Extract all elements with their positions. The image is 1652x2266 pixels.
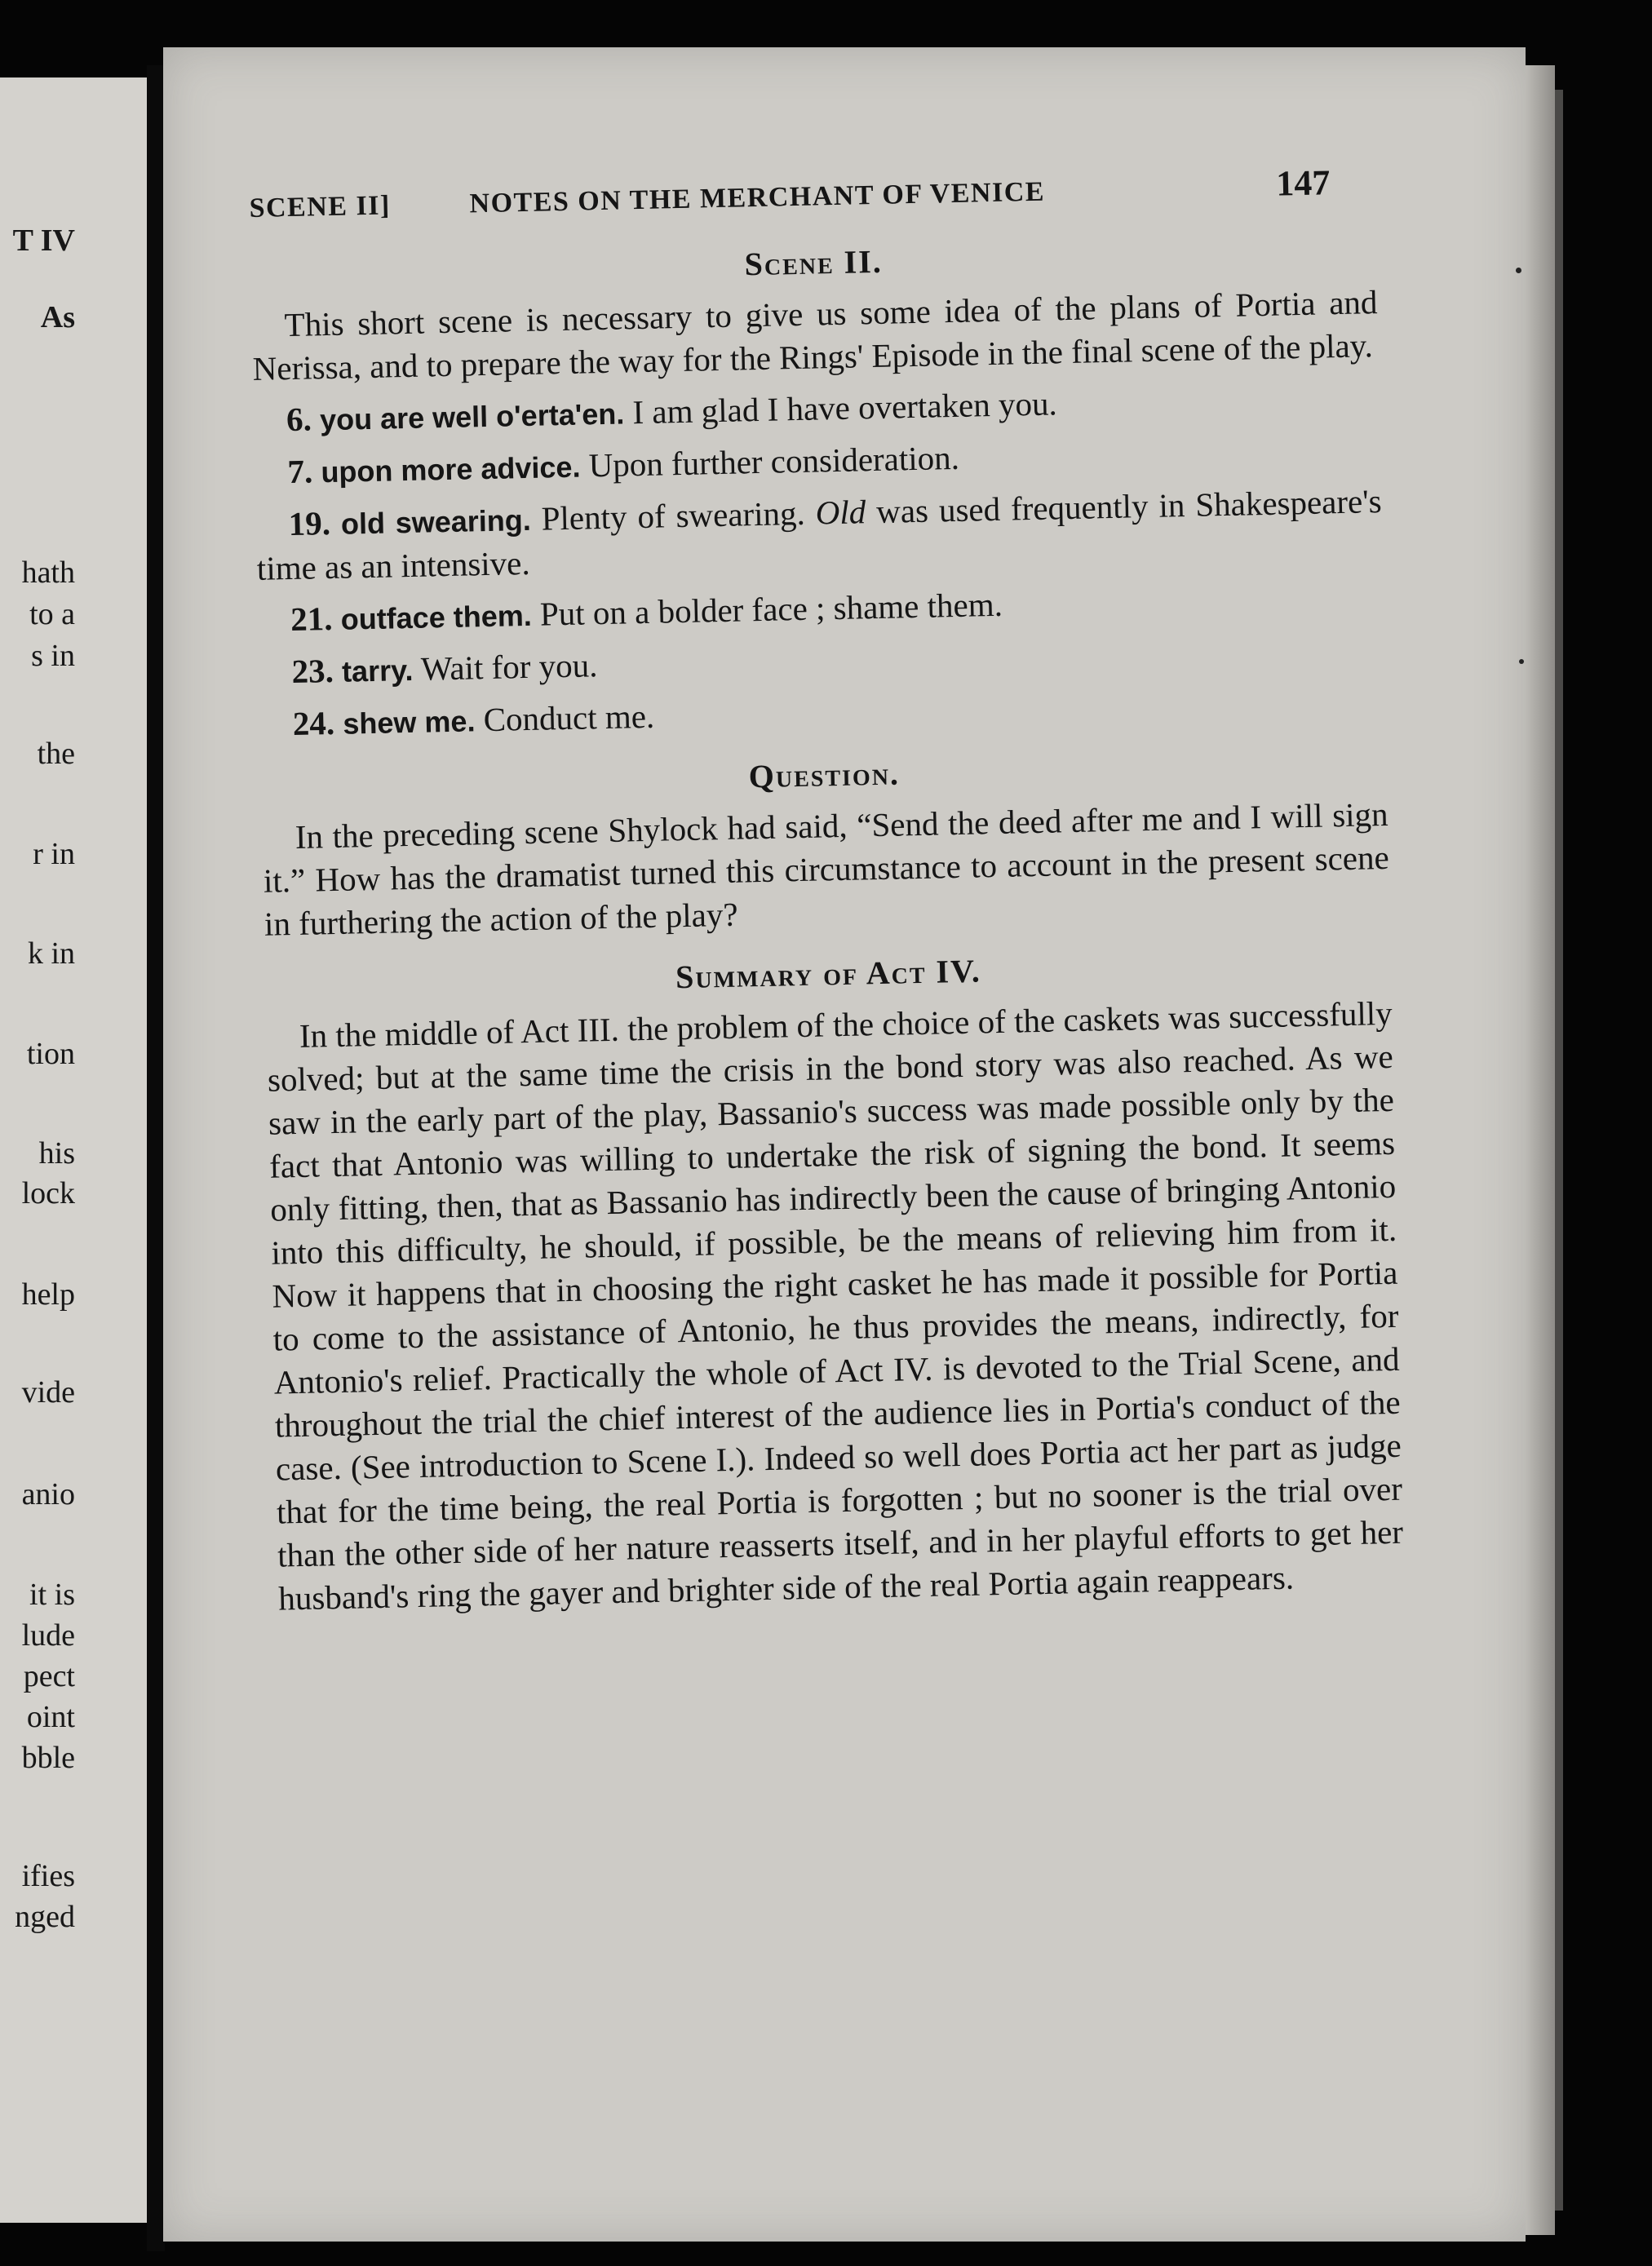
facing-page-fragment: it is (29, 1578, 75, 1612)
facing-page-fragment: bble (21, 1741, 75, 1775)
note-item (255, 480, 1383, 591)
note-lemma: shew me. (342, 704, 476, 741)
note-number: 19. (288, 504, 331, 543)
note-gloss-continued: was used frequently in Shakespeare's time as an intensive. (256, 482, 1382, 587)
summary-paragraph: In the middle of Act III. the problem of the choice of the caskets was successfully solved; but at the same time the crisis in the bond story was also reached. As we saw in the early part of the play, Bassanio's success was made possible only by the fact that Antonio was willing to undertake the risk of signing the bond. It seems only fitting, then, that as Bassanio has indirectly been the cause of bringing Antonio into this difficulty, he should, if possible, be the means of relieving him from it. Now it happens that in choosing the right casket he has made it possible for Portia to come to the assistance of Antonio, he thus provides the means, indirectly, for Antonio's relief. Practically the whole of Act IV. is devoted to the Trial Scene, and throughout the trial the chief interest of the audience lies in Portia's conduct of the case. (See introduction to Scene I.). Indeed so well does Portia act her part as judge that for the time being, the real Portia is forgotten ; but no sooner is the trial over than the other side of her nature reasserts itself, and in her playful efforts to get her husband's ring the gayer and brighter side of the real Portia again reappears. (267, 994, 1404, 1618)
facing-page-fragment: tion (26, 1037, 75, 1071)
facing-page-fragment: to a (29, 597, 75, 631)
summary-heading: Summary of Act IV. (675, 952, 982, 996)
note-number: 24. (292, 703, 335, 743)
facing-page-fragment: help (21, 1277, 75, 1312)
running-head-title: NOTES ON THE MERCHANT OF VENICE (469, 176, 1046, 219)
note-number: 21. (290, 599, 333, 639)
note-gloss: Upon further consideration. (588, 438, 960, 485)
facing-page-fragment: the (37, 737, 75, 771)
facing-page-fragment: k in (27, 936, 75, 971)
note-number: 23. (291, 651, 334, 691)
facing-page-fragment: r in (33, 837, 75, 871)
question-heading: Question. (748, 755, 901, 795)
note-number: 7. (286, 452, 313, 491)
facing-page-fragment: anio (21, 1477, 75, 1511)
note-gloss: Wait for you. (420, 646, 598, 688)
page-content (249, 160, 1405, 1629)
note-number: 6. (286, 400, 312, 439)
note-lemma: old swearing. (340, 502, 532, 541)
intro-paragraph: This short scene is necessary to give us some idea of the plans of Portia and Nerissa, and to prepare the way for the Rings' Episode in the final scene of the play. (252, 283, 1378, 387)
note-gloss: Conduct me. (483, 697, 655, 739)
note-lemma: you are well o'erta'en. (319, 396, 625, 437)
note-gloss: Plenty of swearing. (541, 493, 806, 538)
scene-heading: Scene II. (744, 242, 884, 283)
facing-page (0, 77, 147, 2223)
book-gutter (147, 65, 165, 2251)
facing-page-fragment: As (40, 300, 75, 334)
paper-speck (1516, 268, 1521, 273)
facing-page-fragment: his (38, 1136, 75, 1171)
facing-page-fragment: hath (21, 555, 75, 590)
page-edge (1526, 65, 1555, 2235)
note-lemma: tarry. (341, 653, 414, 688)
note-gloss: Put on a bolder face ; shame them. (539, 585, 1003, 633)
facing-page-fragment: lude (21, 1618, 75, 1653)
facing-page-fragment: s in (31, 639, 75, 673)
facing-page-fragment: oint (26, 1700, 75, 1734)
facing-page-fragment: T IV (12, 224, 75, 258)
question-paragraph: In the preceding scene Shylock had said, “Send the deed after me and I will sign it.” How has the dramatist turned this circumstance to account in the present scene in furthering the action of the play? (263, 794, 1390, 943)
facing-page-fragment: ifies (21, 1859, 75, 1893)
running-head-scene: SCENE II] (249, 190, 392, 224)
page-number: 147 (1275, 162, 1331, 204)
facing-page-fragment: vide (21, 1375, 75, 1410)
facing-page-fragment: lock (21, 1176, 75, 1210)
page-edge-shadow (1555, 90, 1563, 2211)
note-gloss: I am glad I have overtaken you. (632, 384, 1058, 432)
facing-page-fragment: pect (23, 1659, 75, 1693)
paper-speck (1519, 659, 1524, 664)
note-lemma: outface them. (340, 598, 533, 636)
note-italic-word: Old (815, 493, 866, 532)
note-lemma: upon more advice. (320, 449, 581, 489)
facing-page-fragment: nged (15, 1900, 75, 1934)
